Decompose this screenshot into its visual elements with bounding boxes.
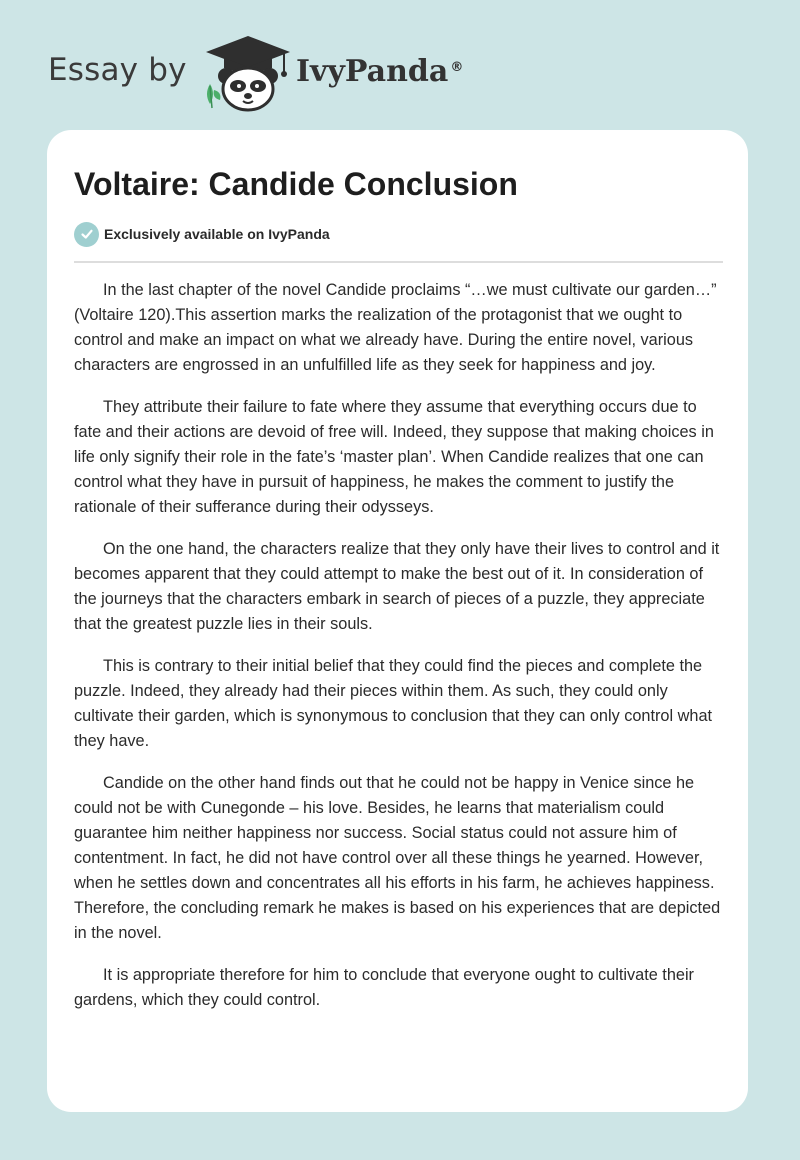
essay-body xyxy=(74,278,726,1030)
paragraph: This is contrary to their initial belief that they could find the pieces and complete the puzzle. Indeed, they already had their pieces within them. As such, they could only cultivate their garden, which is synonymous to conclusion that they can only control what they have. xyxy=(74,657,713,750)
paragraph: Candide on the other hand finds out that he could not be happy in Venice since he could not be with Cunegonde – his love. Besides, he learns that materialism could guarantee him neither happiness nor success. Social status could not assure him of contentment. In fact, he did not have control over all these things he yearned. However, when he settles down and concentrates all his efforts in his farm, he achieves happiness. Therefore, the concluding remark he makes is based on his experiences that are depicted in the novel. xyxy=(74,774,721,942)
divider xyxy=(74,261,723,263)
essay-card xyxy=(47,130,748,1112)
registered-mark: ® xyxy=(450,60,464,75)
brand-logo[interactable] xyxy=(296,52,463,92)
paragraph: They attribute their failure to fate where they assume that everything occurs due to fate and their actions are devoid of free will. Indeed, they suppose that making choices in life only signify their role in the fate’s ‘master plan’. When Candide realizes that one can control what they have in pursuit of happiness, he makes the comment to justify the rationale of their sufferance during their odysseys. xyxy=(74,398,714,516)
site-header xyxy=(0,0,800,130)
essay-by-label: Essay by xyxy=(48,52,187,88)
paragraph: It is appropriate therefore for him to conclude that everyone ought to cultivate their gardens, which they could control. xyxy=(74,966,694,1009)
panda-graduate-icon[interactable] xyxy=(200,34,296,112)
exclusive-badge xyxy=(74,221,330,247)
page-title: Voltaire: Candide Conclusion xyxy=(74,166,518,202)
brand-name: IvyPanda xyxy=(296,54,449,89)
paragraph: In the last chapter of the novel Candide proclaims “…we must cultivate our garden…” (Voltaire 120).This assertion marks the realization of the protagonist that we ought to control and make an impact on what we already have. During the entire novel, various characters are engrossed in an unfulfilled life as they seek for happiness and joy. xyxy=(74,281,717,374)
paragraph: On the one hand, the characters realize that they only have their lives to control and it becomes apparent that they could attempt to make the best out of it. In consideration of the journeys that the characters embark in search of pieces of a puzzle, they appreciate that the greatest puzzle lies in their souls. xyxy=(74,540,720,633)
check-circle-icon xyxy=(74,222,99,247)
exclusive-label: Exclusively available on IvyPanda xyxy=(104,226,330,242)
